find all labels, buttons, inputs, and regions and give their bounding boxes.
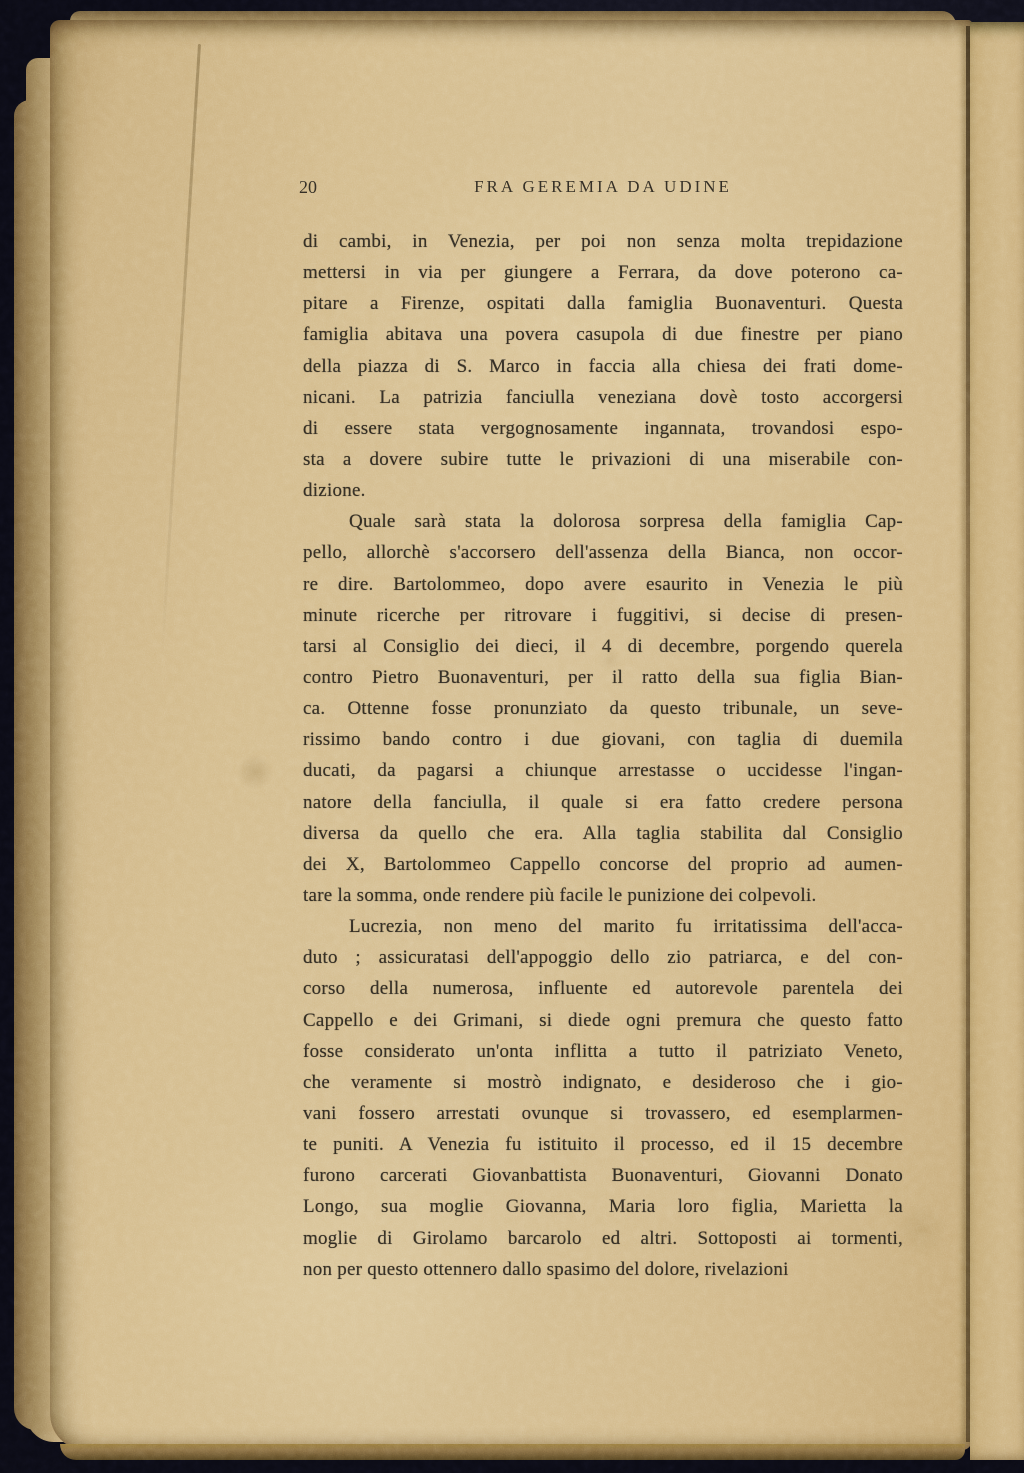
text-line: vani fossero arrestati ovunque si trovassero, ed esemplarmen-: [303, 1102, 903, 1124]
text-line: mettersi in via per giungere a Ferrara, da dove poterono ca-: [303, 262, 903, 284]
text-line: re dire. Bartolommeo, dopo avere esaurito in Venezia le più: [303, 573, 903, 595]
text-line: non per questo ottennero dallo spasimo del dolore, rivelazioni: [303, 1258, 789, 1280]
page-text-block: [299, 177, 903, 1285]
text-line: duto ; assicuratasi dell'appoggio dello zio patriarca, e del con-: [303, 947, 903, 969]
text-line: ca. Ottenne fosse pronunziato da questo tribunale, un seve-: [303, 698, 903, 720]
text-line: tare la somma, onde rendere più facile le punizione dei colpevoli.: [303, 884, 817, 906]
running-header: FRA GEREMIA DA UDINE: [474, 177, 732, 196]
adjacent-page-sliver: [970, 22, 1024, 1460]
text-line: di cambi, in Venezia, per poi non senza molta trepidazione: [303, 231, 903, 252]
page-left-crease: [160, 44, 201, 663]
text-line: fosse considerato un'onta inflitta a tutto il patriziato Veneto,: [303, 1040, 903, 1062]
text-line: furono carcerati Giovanbattista Buonaventuri, Giovanni Donato: [303, 1165, 903, 1187]
text-line: dizione.: [303, 480, 366, 502]
text-line: di essere stata vergognosamente ingannata, trovandosi espo-: [303, 417, 903, 439]
text-line: Lucrezia, non meno del marito fu irritatissima dell'acca-: [349, 916, 903, 938]
text-line: moglie di Girolamo barcarolo ed altri. Sottoposti ai tormenti,: [303, 1227, 903, 1249]
text-line: sta a dovere subire tutte le privazioni di una miserabile con-: [303, 448, 903, 470]
text-line: te puniti. A Venezia fu istituito il processo, ed il 15 decembre: [303, 1134, 903, 1156]
text-line: pitare a Firenze, ospitati dalla famiglia Buonaventuri. Questa: [303, 293, 903, 315]
text-line: ducati, da pagarsi a chiunque arrestasse o uccidesse l'ingan-: [303, 760, 903, 782]
text-line: tarsi al Consiglio dei dieci, il 4 di decembre, porgendo querela: [303, 635, 903, 657]
page-number: 20: [299, 177, 317, 197]
text-line: diversa da quello che era. Alla taglia stabilita dal Consiglio: [303, 822, 903, 844]
text-line: Longo, sua moglie Giovanna, Maria loro figlia, Marietta la: [303, 1196, 903, 1218]
body-text: [303, 226, 903, 1285]
text-line: minute ricerche per ritrovare i fuggitivi, si decise di presen-: [303, 604, 903, 626]
text-line: pello, allorchè s'accorsero dell'assenza della Bianca, non occor-: [303, 542, 903, 564]
text-line: dei X, Bartolommeo Cappello concorse del proprio ad aumen-: [303, 853, 903, 875]
text-line: famiglia abitava una povera casupola di due finestre per piano: [303, 324, 903, 346]
text-line: corso della numerosa, influente ed autorevole parentela dei: [303, 978, 903, 1000]
text-line: della piazza di S. Marco in faccia alla chiesa dei frati dome-: [303, 355, 903, 377]
page-stack-bottom-edge: [60, 1444, 965, 1460]
text-line: Quale sarà stata la dolorosa sorpresa della famiglia Cap-: [349, 511, 903, 533]
running-header-row: [299, 177, 903, 199]
book-page: [50, 20, 972, 1450]
text-line: natore della fanciulla, il quale si era fatto credere persona: [303, 791, 903, 813]
text-line: contro Pietro Buonaventuri, per il ratto della sua figlia Bian-: [303, 666, 903, 688]
text-line: rissimo bando contro i due giovani, con taglia di duemila: [303, 729, 903, 751]
text-line: nicani. La patrizia fanciulla veneziana dovè tosto accorgersi: [303, 386, 903, 408]
text-line: Cappello e dei Grimani, si diede ogni premura che questo fatto: [303, 1009, 903, 1031]
text-line: che veramente si mostrò indignato, e desideroso che i gio-: [303, 1071, 903, 1093]
